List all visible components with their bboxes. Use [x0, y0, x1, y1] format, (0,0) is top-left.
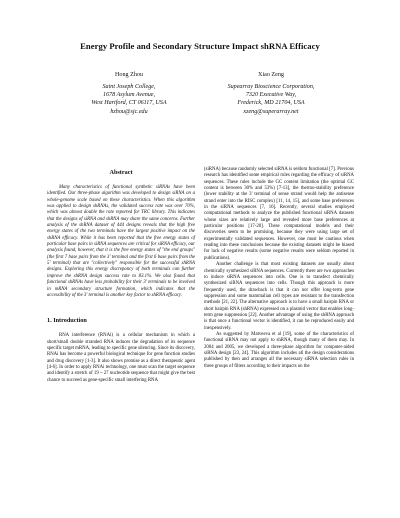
author-block-2: [196, 71, 346, 116]
author-city: West Hartford, CT 06117, USA: [91, 100, 167, 107]
body-paragraph: RNA interference (RNAi) is a cellular mechanism in which a short/small double stranded RNA induces the degradation of its sequence specific target mRNA, leading to specific gene silencing. Since its discovery, RNAi has become a powerful biological technique for gene function studies and drug discovery [1-3]. It also shows promise as a direct therapeutic agent [4-6]. In order to apply RNAi technology, one must scan the target sequence and identify a stretch of 19 ~ 27 nucleotide sequence that might give the best chance to succeed as gene-specific small interfering RNA: [47, 333, 195, 383]
author-city: Frederick, MD 21704, USA: [237, 100, 305, 107]
author-name: Xiao Zeng: [258, 72, 284, 78]
author-affiliation: Supearray Bioscience Corporation,: [227, 83, 315, 90]
abstract-text: Many characteristics of functional synthetic siRNAs have been identified. Our three-phase algorithm was developed to design siRNA on a whole-genome scale based on these characteristics. When this algorithm was applied to design shRNAs, the validated success rate was over 70%, which was almost double the rate reported for TRC library. This indicates that the designs of siRNA and shRNA may share the same concerns. Further analysis of the shRNA dataset of 444 designs reveals that the high free energy states of the two terminals have the largest positive impact on the shRNA efficacy. While it has been reported that the free energy states of particular base pairs in siRNA sequences are critical for siRNA efficacy, our analysis found, however, that it is the free energy states of "the end groups" (the first 7 base pairs from the 3' terminal and the first 6 base pairs from the 5' terminal) that are "collectively" responsible for the successful shRNA designs. Exploring this energy discrepancy of both terminals can further improve the shRNA design success rate to 83.1%. We also found that functional shRNAs have less probability for their 3' terminals to be involved in mRNA secondary structure formation, which indicates that the accessibility of the 3' terminal is another key factor to shRNA efficacy.: [47, 185, 195, 298]
body-paragraph: Another challenge is that most existing datasets are usually about chemically synthesized siRNA sequences. Currently there are two approaches to induce siRNA sequences into cells. One is to transfect chemically synthesized siRNA sequences into cells. Though this approach is more frequently used, the drawback is that it can not offer long-term gene suppression and some mammalian cell types are resistant to the transfection methods [21, 22]. The alternative approach is to have a small hairpin RNA or short hairpin RNA (shRNA) expressed on a plasmid vector that enables long-term gene suppression [22]. Another advantage of using the shRNA approach is that once a functional vector is identified, it can be reproduced easily and inexpensively.: [204, 262, 354, 331]
author-email: xzeng@superarray.net: [243, 108, 299, 115]
right-column: [204, 167, 354, 370]
author-affiliation: Saint Joseph College,: [102, 83, 156, 90]
author-block-1: [54, 71, 204, 116]
abstract-heading: Abstract: [109, 169, 133, 176]
body-paragraph: (siRNA) because randomly selected siRNA is seldom functional [7]. Previous research has identified some empirical rules regarding the efficacy of siRNA sequences. These rules include the GC content limitation (the optimal GC content is between 30% and 53%) [7-13], the thermo-stability preference (lower stability at the 3' terminal of sense strand would help the antisense strand enter into the RISC complex) [11, 14, 15], and some base preferences in the siRNA sequences [7, 16]. Recently, several studies employed computational methods to analyze the published functional siRNA datasets whose sizes are relatively large and revealed more base preferences at particular positions [17-20]. These computational models and their discoveries seem to be promising, because they were using large set of experimentally validated sequences. However, one must be cautious when reading into these conclusions because the existing datasets might be biased for lack of negative results (some negative results were seldom reported in publications).: [204, 167, 354, 261]
author-name: Hong Zhou: [115, 72, 143, 78]
body-paragraph: As suggested by Matveeva et al [19], some of the characteristics of functional siRNA may not apply to shRNA, though many of them may. In 2004 and 2005, we developed a three-phase algorithm for computer-aided siRNA design [23, 24]. This algorithm includes all the design considerations published by then and arranges all the necessary siRNA selection rules in three groups of filters according to their impacts on the: [204, 331, 354, 369]
section-heading-introduction: 1. Introduction: [47, 317, 87, 325]
paper-title: Energy Profile and Secondary Structure Impact shRNA Efficacy: [80, 41, 320, 51]
author-address: 7320 Executive Way,: [245, 92, 297, 98]
author-address: 1678 Asylum Avenue,: [102, 92, 156, 98]
author-email: hzhou@sjc.edu: [110, 108, 148, 115]
left-column: [47, 169, 195, 384]
